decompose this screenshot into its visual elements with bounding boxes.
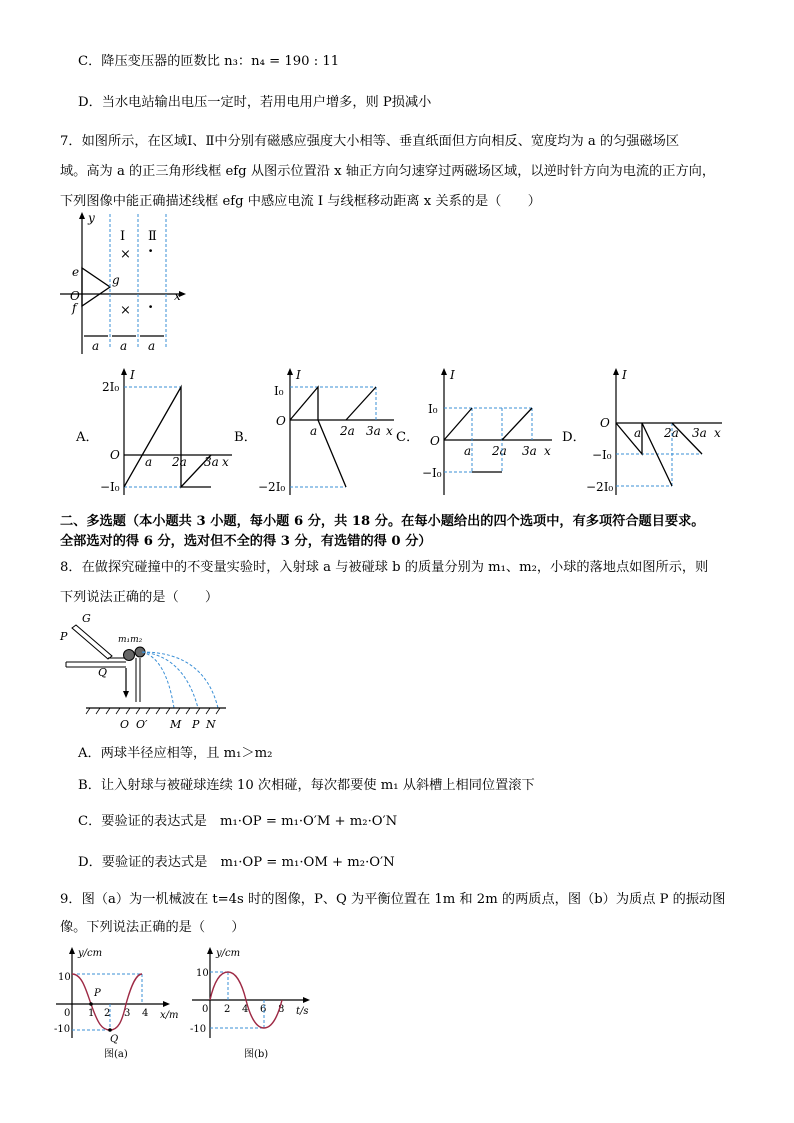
- q9-stem-line2: 像。下列说法正确的是（ ）: [60, 920, 245, 935]
- graph-a-tick-2: 2a: [172, 455, 187, 469]
- q7-into-mark-2: ×: [120, 303, 131, 318]
- section2-heading-line1: 二、多选题（本小题共 3 小题，每小题 6 分，共 18 分。在每小题给出的四个选项中，有多项符合题目要求。: [60, 514, 705, 529]
- option-c-label: C．: [396, 430, 420, 445]
- graph-a: [100, 365, 238, 500]
- q9b-caption: 图(b): [244, 1049, 269, 1060]
- q9a-y-bottom: -10: [54, 1024, 71, 1035]
- q6-option-d: D．当水电站输出电压一定时，若用电用户增多，则 P损减小: [78, 95, 432, 110]
- graph-a-tick-1: a: [145, 455, 153, 469]
- q9b-tick-2: 4: [242, 1004, 249, 1015]
- q8-fig-masses: m₁m₂: [118, 635, 143, 645]
- q7-width-a1: a: [92, 339, 100, 353]
- graph-c-bottom-label: −I₀: [422, 466, 442, 480]
- triangle-frame: [82, 268, 110, 306]
- q8-option-b: B．让入射球与被碰球连续 10 次相碰，每次都要使 m₁ 从斜槽上相同位置滚下: [78, 778, 535, 793]
- graph-c-tick-1: a: [464, 444, 472, 458]
- q9a-point-q: Q: [110, 1034, 119, 1045]
- q9b-origin: 0: [202, 1004, 209, 1015]
- q7-fig-o: O: [70, 289, 80, 303]
- q8-stem-line2: 下列说法正确的是（ ）: [60, 590, 219, 605]
- graph-b-tick-2: 2a: [340, 424, 355, 438]
- q9b-y-top: 10: [196, 968, 209, 979]
- q8-option-a: A．两球半径应相等，且 m₁＞m₂: [78, 746, 273, 761]
- graph-d-bottom1-label: −I₀: [592, 448, 612, 462]
- q8-option-d: D．要验证的表达式是 m₁·OP = m₁·OM + m₂·O′N: [78, 855, 395, 870]
- q9-vibration-graph-b: [190, 944, 330, 1064]
- graph-b-bottom-label: −2I₀: [258, 480, 286, 494]
- q9-stem-line1: 9．图（a）为一机械波在 t=4s 时的图像，P、Q 为平衡位置在 1m 和 2m 的两质点，图（b）为质点 P 的振动图: [60, 892, 726, 907]
- graph-b-origin: O: [276, 414, 286, 428]
- graph-b-x-label: x: [386, 424, 393, 438]
- graph-c-origin: O: [430, 434, 440, 448]
- graph-b-tick-1: a: [310, 424, 318, 438]
- graph-a-bottom-label: −I₀: [100, 480, 120, 494]
- q9a-point-p: P: [94, 988, 101, 999]
- q8-ground-o: O: [120, 718, 130, 731]
- q8-ground-o-prime: O′: [136, 718, 148, 731]
- q7-stem-line1: 7．如图所示，在区域Ⅰ、Ⅱ中分别有磁感应强度大小相等、垂直纸面但方向相反、宽度均为 a 的匀强磁场区: [60, 134, 680, 149]
- q7-fig-y: y: [88, 211, 95, 225]
- option-d-label: D．: [562, 430, 586, 445]
- q7-stem-line3: 下列图像中能正确描述线框 efg 中感应电流 I 与线框移动距离 x 关系的是（ ）: [60, 194, 541, 209]
- graph-d-bottom2-label: −2I₀: [586, 480, 614, 494]
- graph-d-tick-2: 2a: [664, 426, 679, 440]
- q7-width-a2: a: [120, 339, 128, 353]
- option-a-label: A．: [76, 430, 99, 445]
- q7-width-a3: a: [148, 339, 156, 353]
- graph-c-top-label: I₀: [428, 402, 438, 416]
- q9a-caption: 图(a): [104, 1049, 128, 1060]
- q7-out-mark-1: ·: [148, 242, 154, 260]
- q9a-y-label: y/cm: [78, 948, 103, 959]
- graph-c: [420, 365, 560, 500]
- q9a-tick-2: 2: [104, 1008, 111, 1019]
- q8-fig-p-top: P: [60, 630, 68, 643]
- q8-collision-figure: [56, 608, 236, 732]
- q9a-origin: 0: [64, 1008, 71, 1019]
- graph-b-tick-3: 3a: [366, 424, 381, 438]
- q7-fig-e: e: [72, 265, 80, 279]
- graph-c-tick-2: 2a: [492, 444, 507, 458]
- q9b-x-label: t/s: [296, 1006, 309, 1017]
- q9-wave-graph-a: [54, 944, 194, 1064]
- graph-a-origin: O: [110, 448, 120, 462]
- option-b-label: B．: [234, 430, 257, 445]
- q7-field-figure: [58, 210, 198, 360]
- q7-fig-x: x: [174, 289, 181, 303]
- q9b-tick-3: 6: [260, 1004, 267, 1015]
- graph-d-i-label: I: [622, 368, 627, 382]
- q9b-tick-1: 2: [224, 1004, 231, 1015]
- graph-d-x-label: x: [714, 426, 721, 440]
- q7-out-mark-2: ·: [148, 298, 154, 316]
- graph-c-x-label: x: [544, 444, 551, 458]
- graph-b-top-label: I₀: [274, 384, 284, 398]
- q8-ground-p: P: [192, 718, 200, 731]
- q7-fig-g: g: [112, 273, 120, 287]
- q8-ground-m: M: [170, 718, 182, 731]
- q9a-tick-3: 3: [124, 1008, 131, 1019]
- q8-ground-n: N: [206, 718, 216, 731]
- graph-a-i-label: I: [130, 368, 135, 382]
- q8-stem-line1: 8．在做探究碰撞中的不变量实验时，入射球 a 与被碰球 b 的质量分别为 m₁、m₂，小球的落地点如图所示，则: [60, 560, 709, 575]
- q7-stem-line2: 域。高为 a 的正三角形线框 efg 从图示位置沿 x 轴正方向匀速穿过两磁场区域，以逆时针方向为电流的正方向，: [60, 164, 716, 179]
- q9a-tick-4: 4: [142, 1008, 149, 1019]
- graph-c-tick-3: 3a: [522, 444, 537, 458]
- graph-a-x-label: x: [222, 455, 229, 469]
- q7-region-2: Ⅱ: [148, 229, 157, 244]
- graph-d-tick-1: a: [634, 426, 642, 440]
- graph-a-tick-3: 3a: [204, 455, 219, 469]
- graph-d-origin: O: [600, 416, 610, 430]
- graph-b-i-label: I: [296, 368, 301, 382]
- q9b-y-label: y/cm: [216, 948, 241, 959]
- q7-region-1: Ⅰ: [120, 229, 126, 244]
- q8-fig-q: Q: [98, 666, 108, 679]
- q8-fig-g: G: [82, 612, 91, 625]
- graph-c-i-label: I: [450, 368, 455, 382]
- q8-option-c: C．要验证的表达式是 m₁·OP = m₁·O′M + m₂·O′N: [78, 814, 398, 829]
- graph-b: [258, 365, 398, 500]
- graph-d-tick-3: 3a: [692, 426, 707, 440]
- q9b-tick-4: 8: [278, 1004, 285, 1015]
- graph-a-top-label: 2I₀: [102, 380, 120, 394]
- q9a-y-top: 10: [58, 972, 71, 983]
- q7-into-mark-1: ×: [120, 247, 131, 262]
- graph-d: [586, 365, 726, 500]
- q9b-y-bottom: -10: [190, 1024, 207, 1035]
- section2-heading-line2: 全部选对的得 6 分，选对但不全的得 3 分，有选错的得 0 分）: [60, 534, 432, 549]
- q7-fig-f: f: [72, 301, 77, 315]
- q6-option-c: C．降压变压器的匝数比 n₃：n₄ = 190 : 11: [78, 54, 340, 69]
- q9a-x-label: x/m: [160, 1010, 179, 1021]
- q9a-tick-1: 1: [88, 1008, 95, 1019]
